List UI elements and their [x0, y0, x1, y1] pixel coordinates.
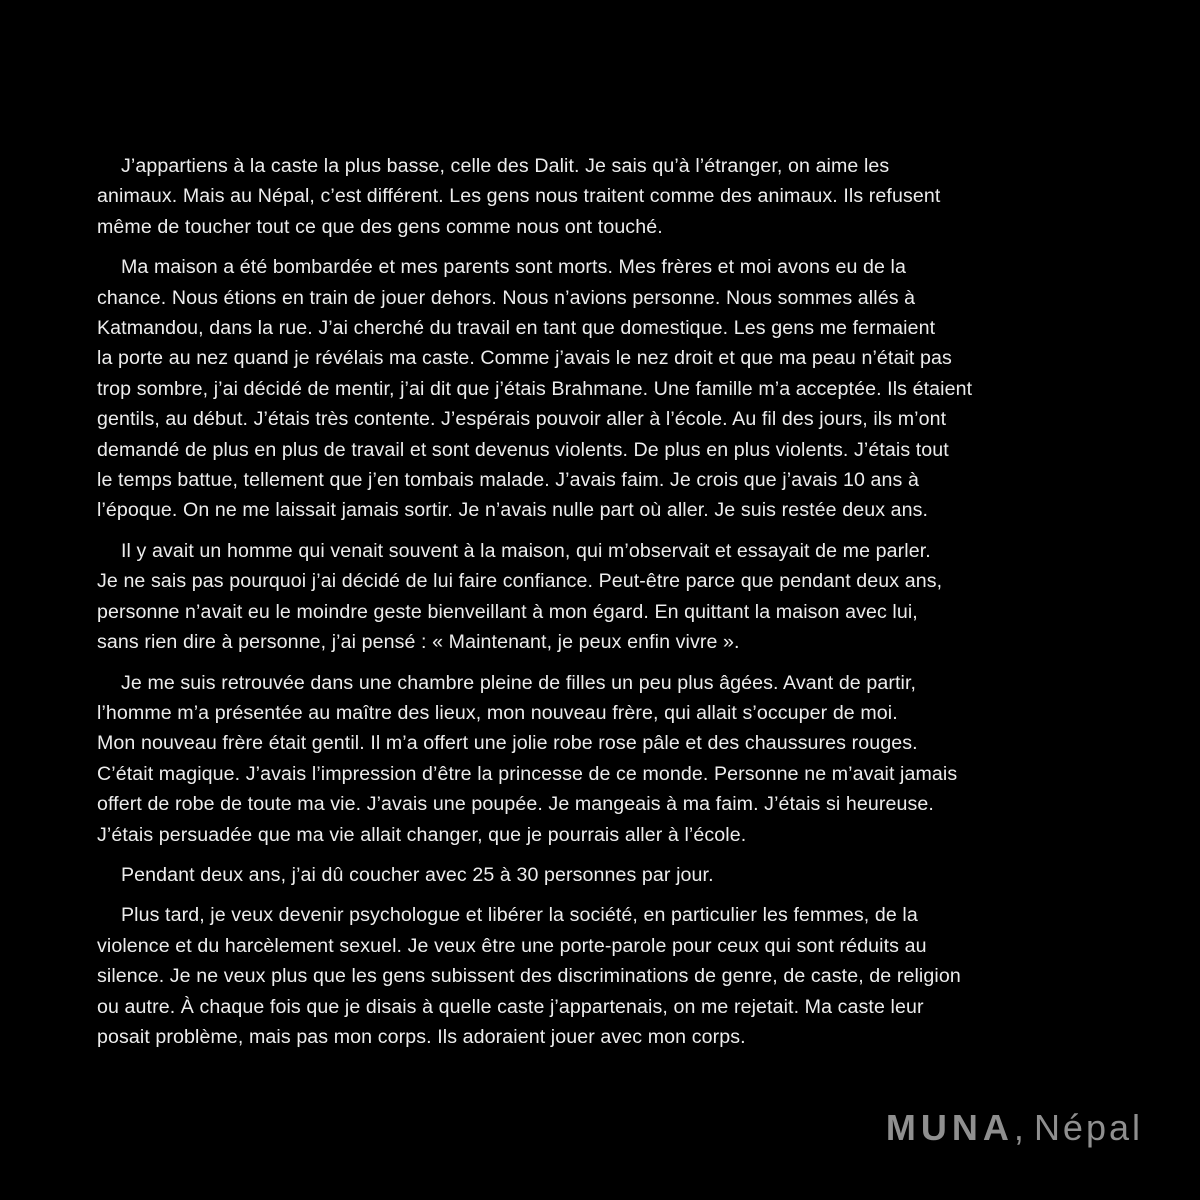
signature-name: MUNA — [885, 1107, 1014, 1148]
paragraph-the-man: Il y avait un homme qui venait souvent à la maison, qui m’observait et essayait de me parler. Je ne sais pas pourquoi j’ai décidé de lui faire confiance. Peut-être parce que pendant deux ans, personne n’avait eu le moindre geste bienveillant à mon égard. En quittant la maison avec lui, sans rien dire à personne, j’ai pensé : « Maintenant, je peux enfin vivre ». — [97, 539, 943, 654]
signature-country: Népal — [1033, 1107, 1143, 1148]
paragraph-caste: J’appartiens à la caste la plus basse, celle des Dalit. Je sais qu’à l’étranger, on aime les animaux. Mais au Népal, c’est différent. Les gens nous traitent comme des animaux. Ils refusent même de toucher tout ce que des gens comme nous ont touché. — [97, 155, 941, 238]
paragraph-future: Plus tard, je veux devenir psychologue et libérer la société, en particulier les femmes, de la violence et du harcèlement sexuel. Je veux être une porte-parole pour ceux qui sont réduits au silence. Je ne veux plus que les gens subissent des discriminations de genre, de caste, de religion ou autre. À chaque fois que je disais à quelle caste j’appartenais, on me rejetait. Ma caste leur posait problème, mais pas mon corps. Ils adoraient jouer avec mon corps. — [97, 904, 961, 1048]
testimony-text — [97, 151, 1109, 1062]
paragraph-the-room: Je me suis retrouvée dans une chambre pleine de filles un peu plus âgées. Avant de partir, l’homme m’a présentée au maître des lieux, mon nouveau frère, qui allait s’occuper de moi. Mon nouveau frère était gentil. Il m’a offert une jolie robe rose pâle et des chaussures rouges. C’était magique. J’avais l’impression d’être la princesse de ce monde. Personne ne m’avait jamais offert de robe de toute ma vie. J’avais une poupée. Je mangeais à ma faim. J’étais si heureuse. J’étais persuadée que ma vie allait changer, que je pourrais aller à l’école. — [97, 671, 958, 846]
paragraph-two-years: Pendant deux ans, j’ai dû coucher avec 25 à 30 personnes par jour. — [121, 863, 714, 886]
signature-separator: , — [1013, 1107, 1024, 1148]
signature — [886, 1106, 1143, 1150]
paragraph-bombing-and-domestic-work: Ma maison a été bombardée et mes parents sont morts. Mes frères et moi avons eu de la chance. Nous étions en train de jouer dehors. Nous n’avions personne. Nous sommes allés à Katmandou, dans la rue. J’ai cherché du travail en tant que domestique. Les gens me fermaient la porte au nez quand je révélais ma caste. Comme j’avais le nez droit et que ma peau n’était pas trop sombre, j’ai décidé de mentir, j’ai dit que j’étais Brahmane. Une famille m’a acceptée. Ils étaient gentils, au début. J’étais très contente. J’espérais pouvoir aller à l’école. Au fil des jours, ils m’ont demandé de plus en plus de travail et sont devenus violents. De plus en plus violents. J’étais tout le temps battue, tellement que j’en tombais malade. J’avais faim. Je crois que j’avais 10 ans à l’époque. On ne me laissait jamais sortir. Je n’avais nulle part où aller. Je suis restée deux ans. — [97, 256, 973, 522]
